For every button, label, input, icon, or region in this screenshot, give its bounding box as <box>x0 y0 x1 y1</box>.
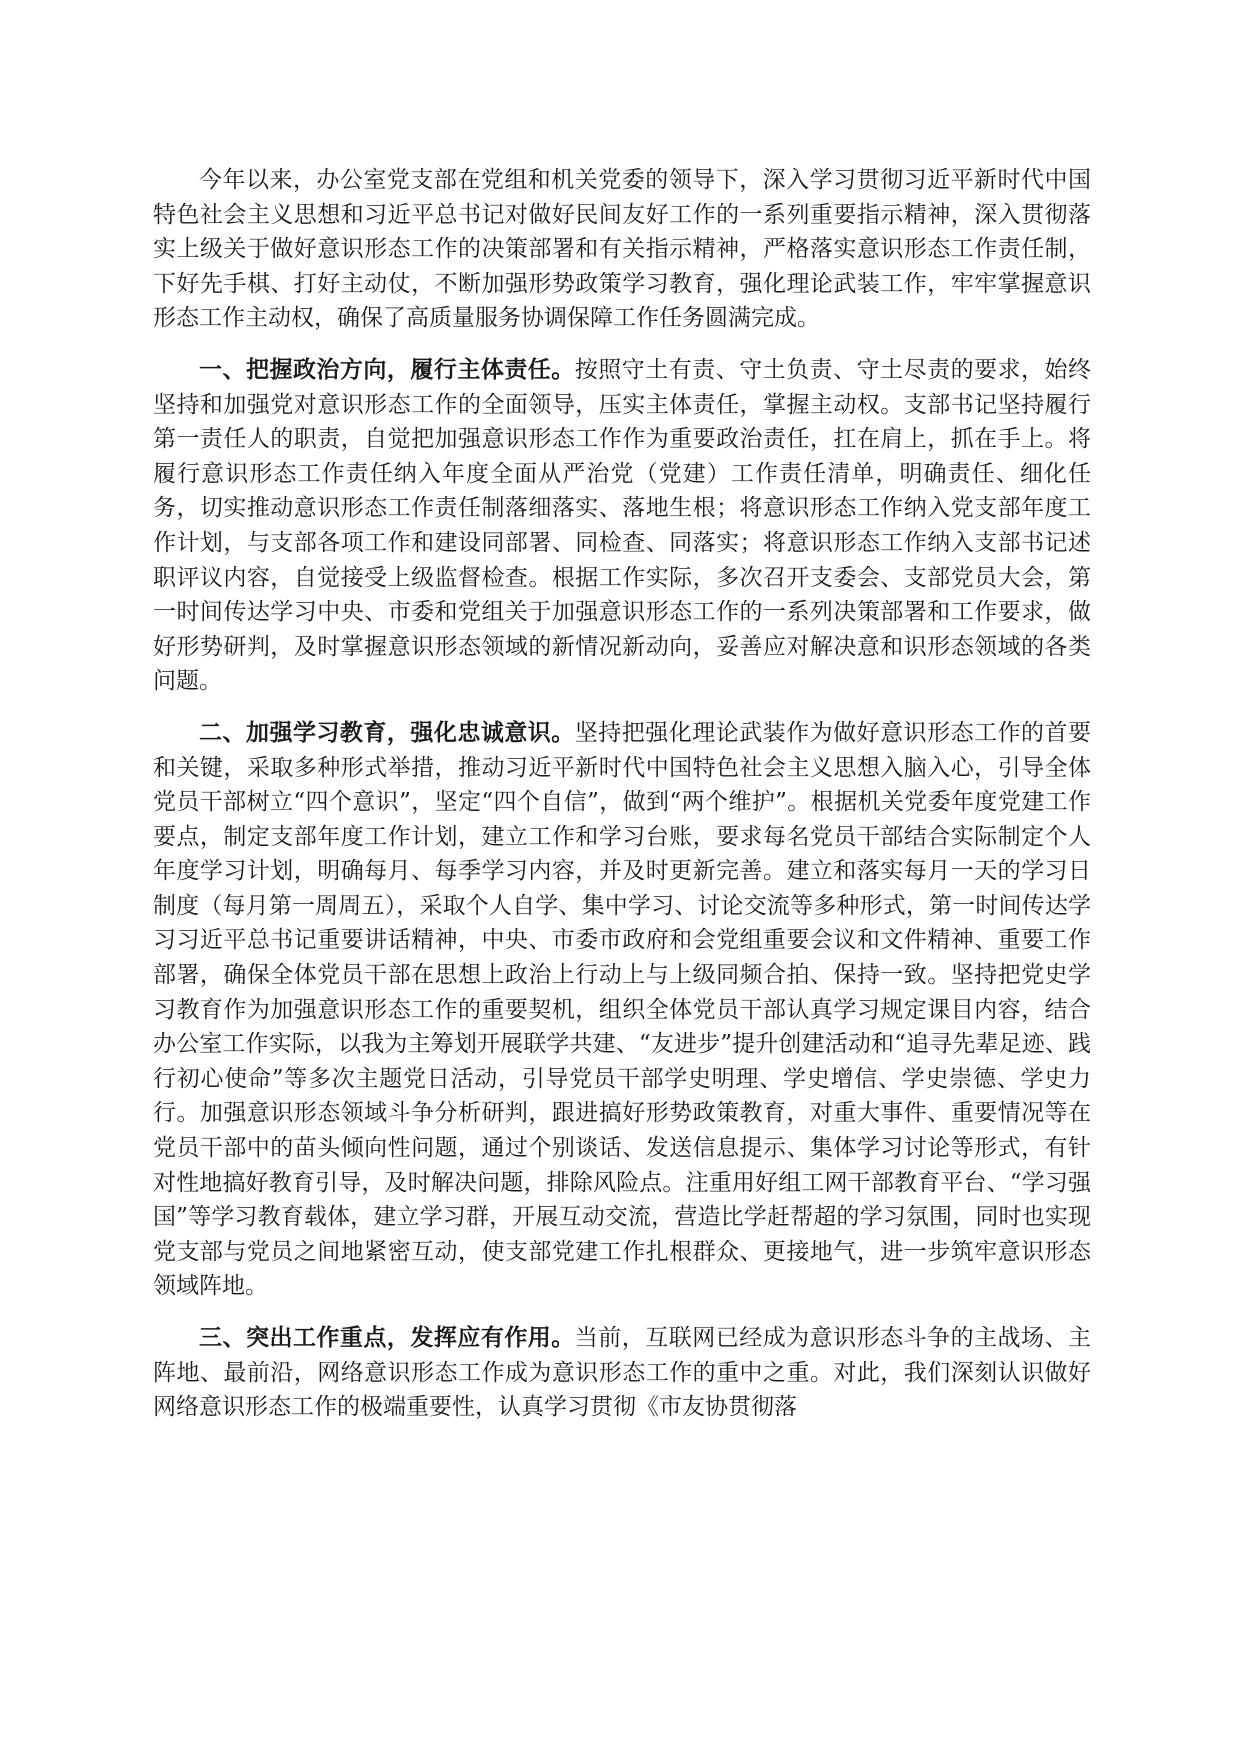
paragraph-body: 今年以来，办公室党支部在党组和机关党委的领导下，深入学习贯彻习近平新时代中国特色社会主义思想和习近平总书记对做好民间友好工作的一系列重要指示精神，深入贯彻落实上级关于做好意识形态工作的决策部署和有关指示精神，严格落实意识形态工作责任制，下好先手棋、打好主动仗，不断加强形势政策学习教育，强化理论武装工作，牢牢掌握意识形态工作主动权，确保了高质量服务协调保障工作任务圆满完成。 <box>153 167 1091 332</box>
section-paragraph-2 <box>153 716 1091 1304</box>
section-paragraph-3 <box>153 1321 1091 1425</box>
section-paragraph-1 <box>153 353 1091 699</box>
section-heading: 二、加强学习教育，强化忠诚意识。 <box>199 719 575 746</box>
section-heading: 三、突出工作重点，发挥应有作用。 <box>199 1325 575 1351</box>
intro-paragraph <box>153 163 1091 336</box>
paragraph-body: 按照守土有责、守土负责、守土尽责的要求，始终坚持和加强党对意识形态工作的全面领导，压实主体责任，掌握主动权。支部书记坚持履行第一责任人的职责，自觉把加强意识形态工作作为重要政治责任，扛在肩上，抓在手上。将履行意识形态工作责任纳入年度全面从严治党（党建）工作责任清单，明确责任、细化任务，切实推动意识形态工作责任制落细落实、落地生根；将意识形态工作纳入党支部年度工作计划，与支部各项工作和建设同部署、同检查、同落实；将意识形态工作纳入支部书记述职评议内容，自觉接受上级监督检查。根据工作实际，多次召开支委会、支部党员大会，第一时间传达学习中央、市委和党组关于加强意识形态工作的一系列决策部署和工作要求，做好形势研判，及时掌握意识形态领域的新情况新动向，妥善应对解决意和识形态领域的各类问题。 <box>153 356 1092 695</box>
paragraph-body: 坚持把强化理论武装作为做好意识形态工作的首要和关键，采取多种形式举措，推动习近平新时代中国特色社会主义思想入脑入心，引导全体党员干部树立“四个意识”，坚定“四个自信”，做到“两个维护”。根据机关党委年度党建工作要点，制定支部年度工作计划，建立工作和学习台账，要求每名党员干部结合实际制定个人年度学习计划，明确每月、每季学习内容，并及时更新完善。建立和落实每月一天的学习日制度（每月第一周周五），采取个人自学、集中学习、讨论交流等多种形式，第一时间传达学习习近平总书记重要讲话精神，中央、市委市政府和会党组重要会议和文件精神、重要工作部署，确保全体党员干部在思想上政治上行动上与上级同频合拍、保持一致。坚持把党史学习教育作为加强意识形态工作的重要契机，组织全体党员干部认真学习规定课目内容，结合办公室工作实际，以我为主筹划开展联学共建、“友进步”提升创建活动和“追寻先辈足迹、践行初心使命”等多次主题党日活动，引导党员干部学史明理、学史增信、学史崇德、学史力行。加强意识形态领域斗争分析研判，跟进搞好形势政策教育，对重大事件、重要情况等在党员干部中的苗头倾向性问题，通过个别谈话、发送信息提示、集体学习讨论等形式，有针对性地搞好教育引导，及时解决问题，排除风险点。注重用好组工网干部教育平台、“学习强国”等学习教育载体，建立学习群，开展互动交流，营造比学赶帮超的学习氛围，同时也实现党支部与党员之间地紧密互动，使支部党建工作扎根群众、更接地气，进一步筑牢意识形态领域阵地。 <box>153 719 1092 1300</box>
section-heading: 一、把握政治方向，履行主体责任。 <box>199 356 575 383</box>
document-body <box>153 163 1091 1442</box>
paragraph-body: 当前，互联网已经成为意识形态斗争的主战场、主阵地、最前沿，网络意识形态工作成为意识形态工作的重中之重。对此，我们深刻认识做好网络意识形态工作的极端重要性，认真学习贯彻《市友协贯彻落 <box>153 1325 1092 1421</box>
